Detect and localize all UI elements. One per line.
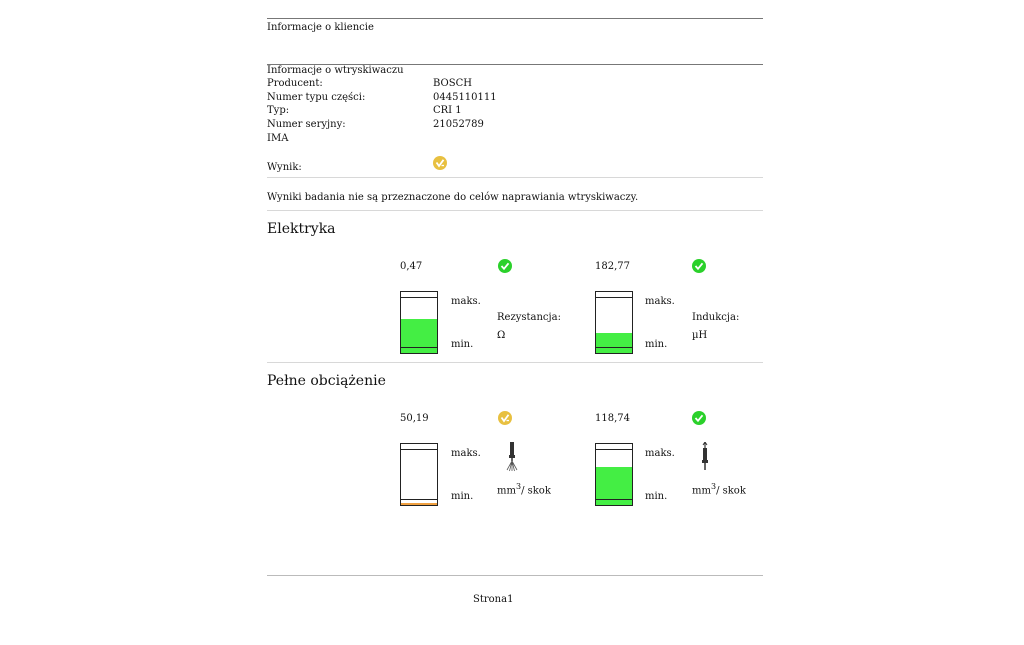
divider: [267, 177, 763, 178]
ima-label: IMA: [267, 133, 289, 144]
gauge-max-line: [596, 449, 632, 450]
injector-icon: [700, 442, 710, 478]
ok-check-icon: [498, 259, 512, 273]
gauge-min-line: [401, 499, 437, 500]
resistance-value: 0,47: [400, 261, 423, 272]
type-value: CRI 1: [433, 105, 462, 116]
full-load-delivery-unit: $mm^3/$ skok: [497, 482, 551, 497]
gauge-min-label: min.: [645, 339, 668, 350]
inductance-unit: µH: [692, 330, 708, 341]
producer-label: Producent:: [267, 78, 323, 89]
type-label: Typ:: [267, 105, 290, 116]
gauge-max-line: [401, 449, 437, 450]
full-load-delivery-value: 50,19: [400, 413, 429, 424]
gauge-fill: [401, 503, 437, 505]
resistance-name: Rezystancja:: [497, 312, 561, 323]
full-load-return-gauge: [595, 443, 633, 506]
gauge-max-label: maks.: [645, 448, 675, 459]
page-number: Strona1: [473, 594, 514, 605]
warning-check-icon: [433, 156, 447, 170]
gauge-fill: [596, 333, 632, 353]
section-title-electrical: Elektryka: [267, 221, 336, 237]
section-title-full-load: Pełne obciążenie: [267, 373, 386, 389]
part-number-value: 0445110111: [433, 92, 497, 103]
ok-check-icon: [692, 411, 706, 425]
injector-spray-icon: [505, 442, 519, 478]
ok-check-icon: [692, 259, 706, 273]
full-load-return-unit: $mm^3/$ skok: [692, 482, 746, 497]
gauge-min-line: [596, 499, 632, 500]
report-page: [250, 0, 780, 645]
footer-divider: [267, 575, 763, 576]
gauge-min-label: min.: [451, 339, 474, 350]
disclaimer-text: Wyniki badania nie są przeznaczone do celów naprawiania wtryskiwaczy.: [267, 192, 639, 203]
resistance-gauge: [400, 291, 438, 354]
serial-number-value: 21052789: [433, 119, 484, 130]
gauge-min-label: min.: [645, 491, 668, 502]
divider: [267, 362, 763, 363]
gauge-max-label: maks.: [451, 296, 481, 307]
result-label: Wynik:: [267, 162, 302, 173]
client-section-title: Informacje o kliencie: [267, 22, 374, 33]
gauge-min-line: [401, 347, 437, 348]
serial-number-label: Numer seryjny:: [267, 119, 346, 130]
resistance-unit: Ω: [497, 330, 506, 341]
inductance-value: 182,77: [595, 261, 630, 272]
gauge-max-line: [401, 297, 437, 298]
gauge-max-label: maks.: [645, 296, 675, 307]
full-load-delivery-gauge: [400, 443, 438, 506]
divider: [267, 18, 763, 19]
gauge-min-label: min.: [451, 491, 474, 502]
full-load-return-value: 118,74: [595, 413, 630, 424]
part-number-label: Numer typu części:: [267, 92, 366, 103]
gauge-min-line: [596, 347, 632, 348]
inductance-gauge: [595, 291, 633, 354]
warning-check-icon: [498, 411, 512, 425]
divider: [267, 210, 763, 211]
gauge-max-line: [596, 297, 632, 298]
injector-section-title: Informacje o wtryskiwaczu: [267, 65, 404, 76]
inductance-name: Indukcja:: [692, 312, 740, 323]
gauge-max-label: maks.: [451, 448, 481, 459]
producer-value: BOSCH: [433, 78, 472, 89]
